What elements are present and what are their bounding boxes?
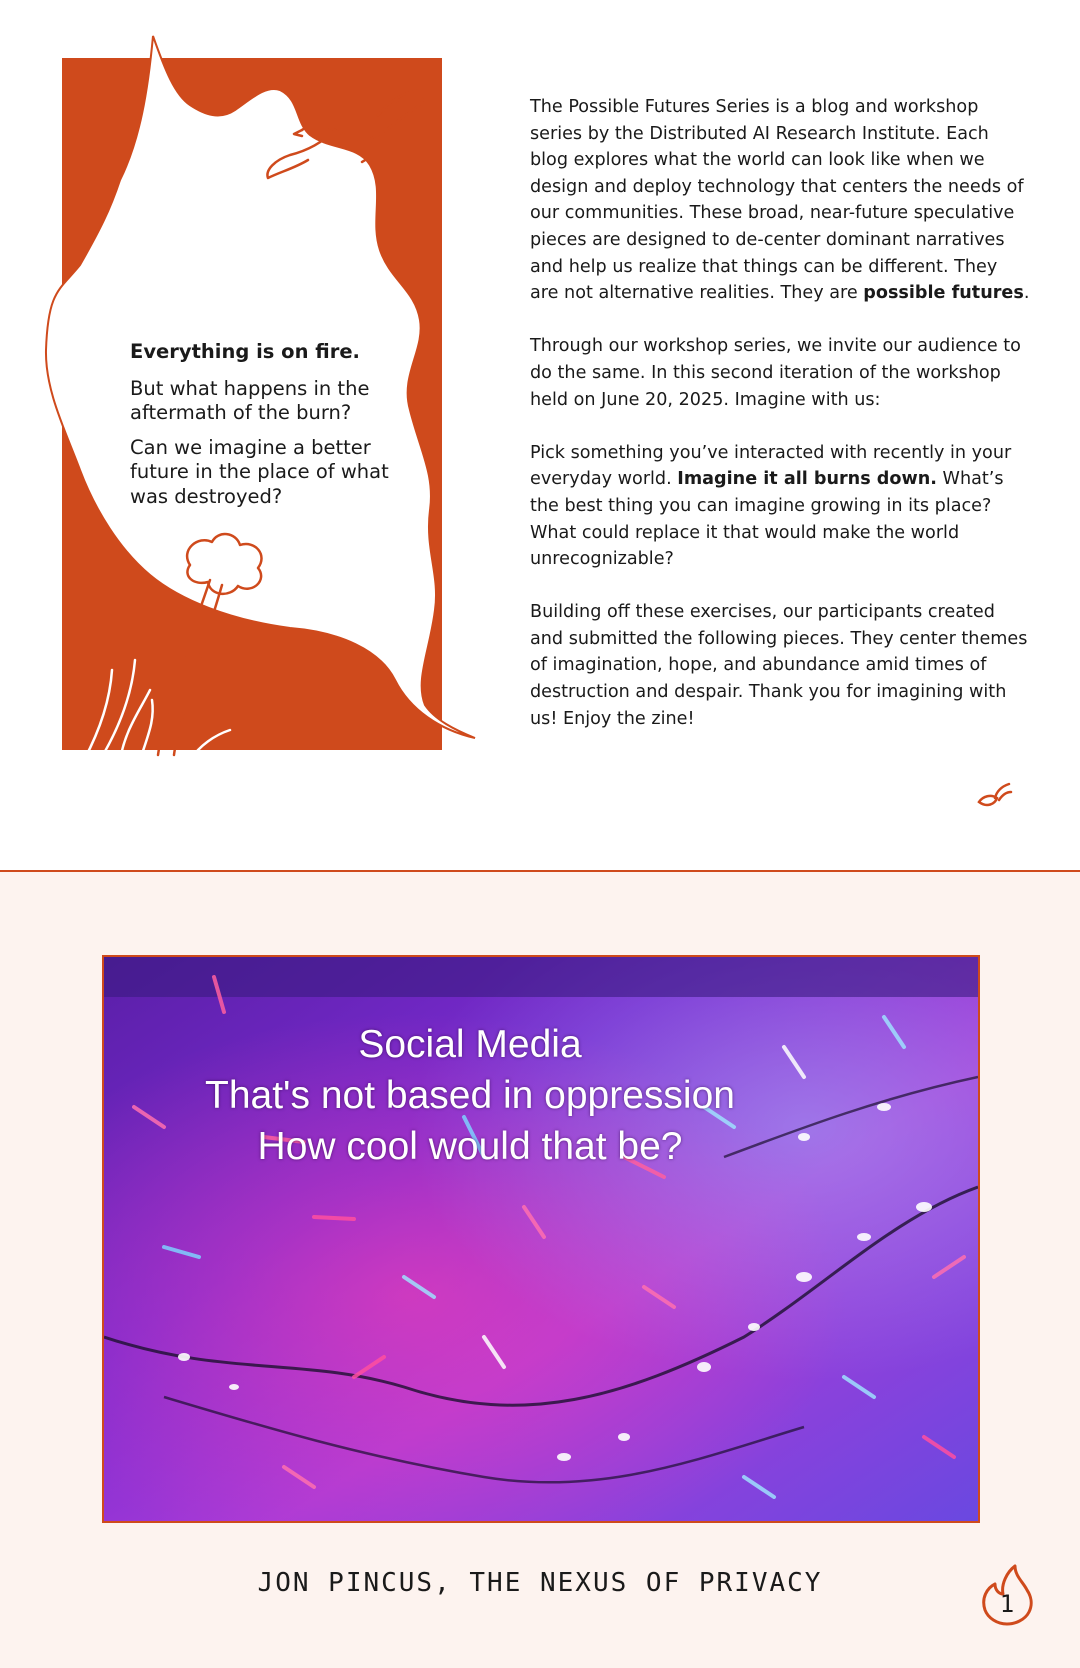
- intro-p1-text: The Possible Futures Series is a blog and workshop series by the Distributed AI Research Institute. Each blog explores what the world can look like when we design and deploy technology that centers the needs of our communities. These broad, near-future speculative pieces are designed to de-center dominant narratives and help us realize that things can be different. They are not alternative realities. They are: [530, 97, 1024, 304]
- author-credit: JON PINCUS, THE NEXUS OF PRIVACY: [257, 1568, 823, 1598]
- intro-paragraph-series: [530, 94, 1030, 307]
- intro-paragraph-closing: Building off these exercises, our participants created and submitted the following pieces. They center themes of imagination, hope, and abundance amid times of destruction and despair. Thank you for imagining with us! Enjoy the zine!: [530, 602, 1028, 729]
- page-number: 1: [999, 1590, 1015, 1618]
- intro-p3-end: What’s the best thing you can imagine growing in its place? What could replace it that would make the world unrecognizable?: [530, 469, 1004, 570]
- ember-icon: [975, 778, 1015, 814]
- intro-p1-end: .: [1023, 283, 1030, 304]
- intro-text: [530, 94, 1030, 759]
- flame-lead: Everything is on fire.: [130, 340, 360, 363]
- intro-p1-bold: possible futures: [863, 283, 1024, 304]
- intro-p3-bold: Imagine it all burns down.: [677, 469, 937, 490]
- flame-question-aftermath: But what happens in the aftermath of the burn?: [130, 376, 370, 424]
- photo-caption-line-3: How cool would that be?: [257, 1125, 683, 1168]
- photo-caption-line-2: That's not based in oppression: [205, 1074, 735, 1117]
- social-media-photo: [102, 955, 980, 1523]
- intro-paragraph-workshop: Through our workshop series, we invite our audience to do the same. In this second iteration of the workshop held on June 20, 2025. Imagine with us:: [530, 336, 1021, 410]
- flame-text-block: [130, 340, 400, 519]
- photo-caption-line-1: Social Media: [358, 1023, 582, 1066]
- flame-question-future: Can we imagine a better future in the place of what was destroyed?: [130, 435, 389, 508]
- photo-caption: [150, 1019, 790, 1172]
- intro-p3-text: Pick something you’ve interacted with recently in your everyday world.: [530, 442, 1012, 490]
- intro-paragraph-prompt: [530, 440, 1030, 573]
